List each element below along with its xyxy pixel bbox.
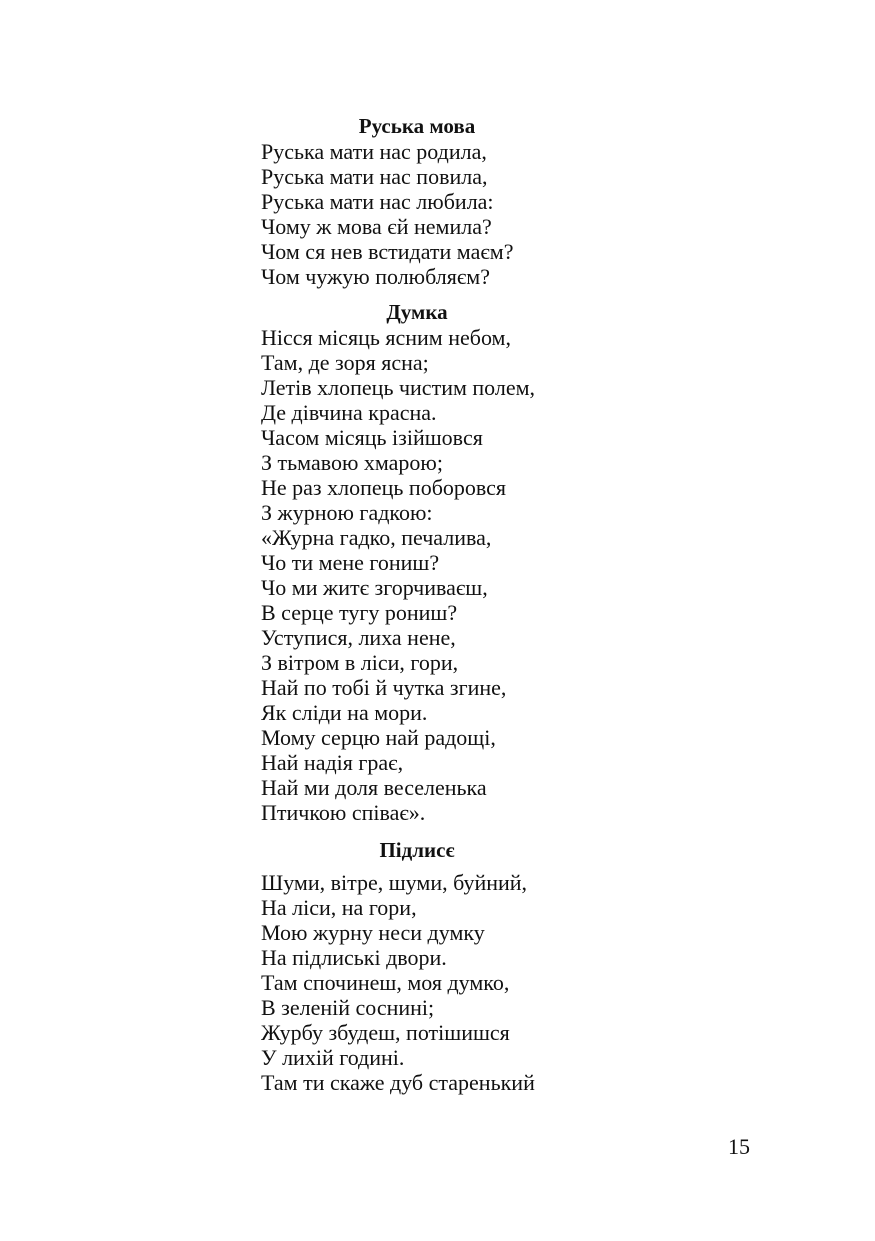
poem-line: Мою журну неси думку	[261, 920, 485, 945]
poem-line: Там ти скаже дуб старенький	[261, 1070, 535, 1095]
poem-line: У лихій годині.	[261, 1045, 405, 1070]
poem-line: Чо ти мене гониш?	[261, 550, 440, 575]
poem-pidlyse	[261, 838, 581, 1095]
poem-line: Там спочинеш, моя думко,	[261, 970, 510, 995]
poem-title: Руська мова	[358, 114, 476, 138]
poem-line: З журною гадкою:	[261, 500, 433, 525]
poem-line: Руська мати нас родила,	[261, 139, 487, 164]
poem-title: Підлисє	[379, 838, 455, 862]
poem-line: Чо ми житє згорчиваєш,	[261, 575, 488, 600]
poem-line: Руська мати нас повила,	[261, 164, 488, 189]
poem-line: Най по тобі й чутка згине,	[261, 675, 507, 700]
poem-line: Чому ж мова єй немила?	[261, 214, 492, 239]
poem-line: Як сліди на мори.	[261, 700, 428, 725]
poem-line: В серце тугу рониш?	[261, 600, 458, 625]
poem-line: Птичкою співає».	[261, 800, 426, 825]
poem-ruska-mova	[261, 114, 581, 289]
poem-line: На ліси, на гори,	[261, 895, 417, 920]
poem-lines	[261, 870, 581, 1095]
poem-title: Думка	[386, 300, 448, 324]
poem-line: В зеленій соснині;	[261, 995, 435, 1020]
poem-line: Шуми, вітре, шуми, буйний,	[261, 870, 528, 895]
poem-lines	[261, 325, 581, 825]
poem-line: «Журна гадко, печалива,	[261, 525, 492, 550]
poem-lines	[261, 139, 581, 289]
poem-line: Не раз хлопець поборовся	[261, 475, 507, 500]
poem-line: Мому серцю най радощі,	[261, 725, 496, 750]
poem-line: Журбу збудеш, потішишся	[261, 1020, 510, 1045]
poem-line: З тьмавою хмарою;	[261, 450, 443, 475]
poem-line: Летів хлопець чистим полем,	[261, 375, 536, 400]
poem-line: На підлиські двори.	[261, 945, 447, 970]
poem-line: Уступися, лиха нене,	[261, 625, 456, 650]
poem-line: Чом ся нев встидати маєм?	[261, 239, 514, 264]
poem-line: Нісся місяць ясним небом,	[261, 325, 511, 350]
page-number: 15	[728, 1134, 750, 1159]
poem-line: Де дівчина красна.	[261, 400, 437, 425]
poem-line: Чом чужую полюбляєм?	[261, 264, 490, 289]
poem-line: Най ми доля веселенька	[261, 775, 487, 800]
poem-line: Руська мати нас любила:	[261, 189, 494, 214]
poem-dumka	[261, 300, 581, 825]
poem-line: Там, де зоря ясна;	[261, 350, 429, 375]
poem-line: Часом місяць ізійшовся	[261, 425, 483, 450]
poem-line: З вітром в ліси, гори,	[261, 650, 459, 675]
poem-line: Най надія грає,	[261, 750, 404, 775]
